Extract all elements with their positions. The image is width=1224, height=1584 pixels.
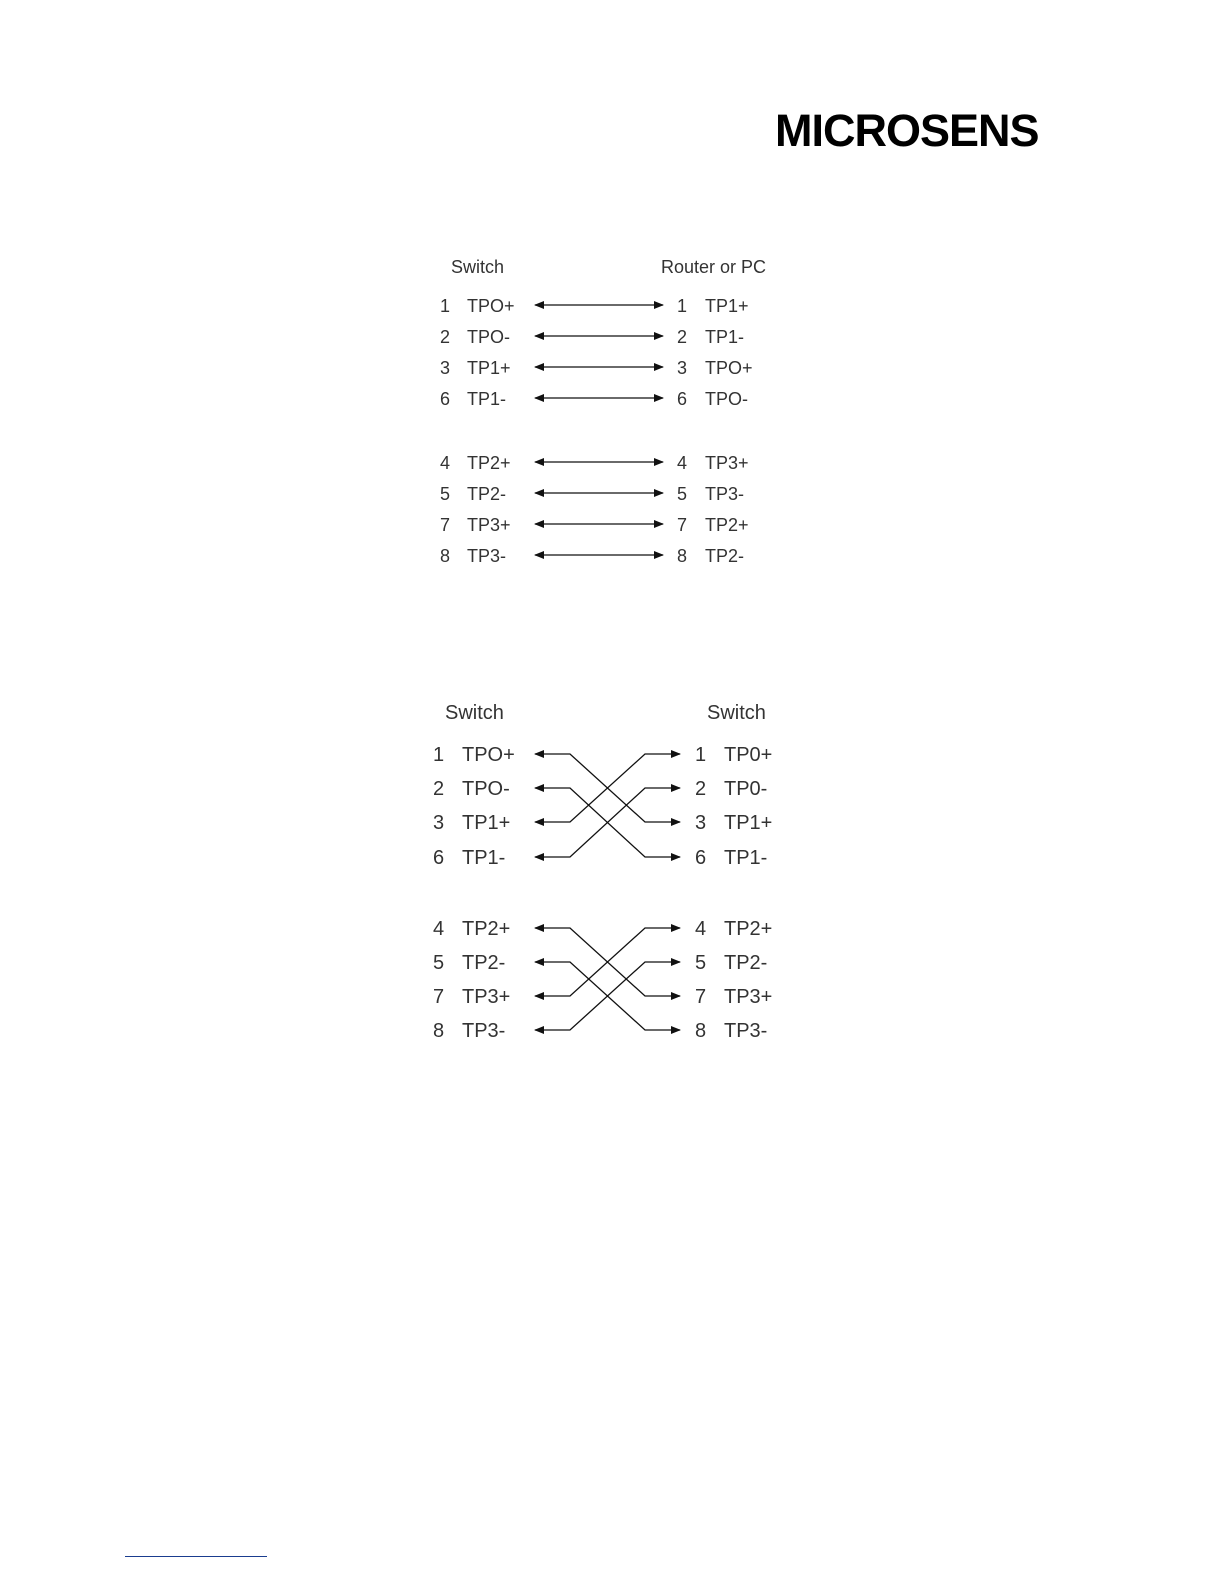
left-signal-label: TP1+	[462, 812, 511, 834]
right-pin-number: 3	[695, 812, 707, 834]
left-signal-label: TP2-	[462, 952, 506, 974]
right-pin-number: 6	[695, 847, 707, 869]
right-pin-number: 6	[677, 389, 688, 409]
right-header-router-or-pc: Router or PC	[661, 257, 767, 277]
left-header-switch: Switch	[451, 257, 505, 277]
straight-through-diagram	[440, 257, 766, 566]
left-pin-number: 5	[433, 952, 445, 974]
left-signal-label: TP2+	[467, 453, 511, 473]
left-signal-label: TP3+	[467, 515, 511, 535]
right-signal-label: TP1-	[705, 327, 745, 347]
right-pin-number: 7	[695, 986, 707, 1008]
left-pin-number: 8	[440, 546, 451, 566]
left-signal-label: TP3+	[462, 986, 511, 1008]
left-signal-label: TP2-	[467, 484, 507, 504]
left-pin-number: 2	[433, 778, 445, 800]
left-signal-label: TPO-	[467, 327, 510, 347]
left-pin-number: 2	[440, 327, 451, 347]
right-signal-label: TP2+	[724, 918, 773, 940]
right-pin-number: 3	[677, 358, 688, 378]
left-signal-label: TP2+	[462, 918, 511, 940]
right-signal-label: TPO-	[705, 389, 748, 409]
left-signal-label: TP3-	[462, 1020, 506, 1042]
right-signal-label: TP3-	[705, 484, 745, 504]
right-signal-label: TP1-	[724, 847, 768, 869]
right-pin-number: 2	[677, 327, 688, 347]
left-header-switch: Switch	[445, 702, 504, 724]
left-pin-number: 7	[433, 986, 445, 1008]
right-pin-number: 8	[677, 546, 688, 566]
right-signal-label: TP3-	[724, 1020, 768, 1042]
right-signal-label: TP1+	[724, 812, 773, 834]
left-pin-number: 1	[433, 744, 445, 766]
left-signal-label: TPO+	[467, 296, 515, 316]
left-pin-number: 5	[440, 484, 451, 504]
right-signal-label: TP1+	[705, 296, 749, 316]
left-pin-number: 4	[433, 918, 445, 940]
left-signal-label: TPO+	[462, 744, 515, 766]
left-pin-number: 1	[440, 296, 451, 316]
left-signal-label: TP1-	[462, 847, 506, 869]
right-pin-number: 2	[695, 778, 707, 800]
right-signal-label: TP2-	[705, 546, 745, 566]
left-pin-number: 6	[433, 847, 445, 869]
crossover-diagram	[433, 702, 772, 1042]
left-pin-number: 6	[440, 389, 451, 409]
left-pin-number: 8	[433, 1020, 445, 1042]
left-pin-number: 3	[440, 358, 451, 378]
right-pin-number: 8	[695, 1020, 707, 1042]
microsens-logo: MICROSENS	[775, 105, 1039, 156]
right-signal-label: TP0+	[724, 744, 773, 766]
left-signal-label: TPO-	[462, 778, 510, 800]
right-header-switch: Switch	[707, 702, 766, 724]
left-signal-label: TP1+	[467, 358, 511, 378]
right-pin-number: 1	[695, 744, 707, 766]
right-pin-number: 4	[677, 453, 688, 473]
right-signal-label: TP2-	[724, 952, 768, 974]
left-signal-label: TP3-	[467, 546, 507, 566]
right-pin-number: 5	[677, 484, 688, 504]
left-pin-number: 3	[433, 812, 445, 834]
right-signal-label: TPO+	[705, 358, 753, 378]
right-pin-number: 1	[677, 296, 688, 316]
right-signal-label: TP0-	[724, 778, 768, 800]
right-signal-label: TP2+	[705, 515, 749, 535]
right-pin-number: 7	[677, 515, 688, 535]
left-pin-number: 7	[440, 515, 451, 535]
left-signal-label: TP1-	[467, 389, 507, 409]
left-pin-number: 4	[440, 453, 451, 473]
footnote-separator	[125, 1556, 267, 1557]
right-signal-label: TP3+	[705, 453, 749, 473]
right-pin-number: 4	[695, 918, 707, 940]
right-signal-label: TP3+	[724, 986, 773, 1008]
right-pin-number: 5	[695, 952, 707, 974]
